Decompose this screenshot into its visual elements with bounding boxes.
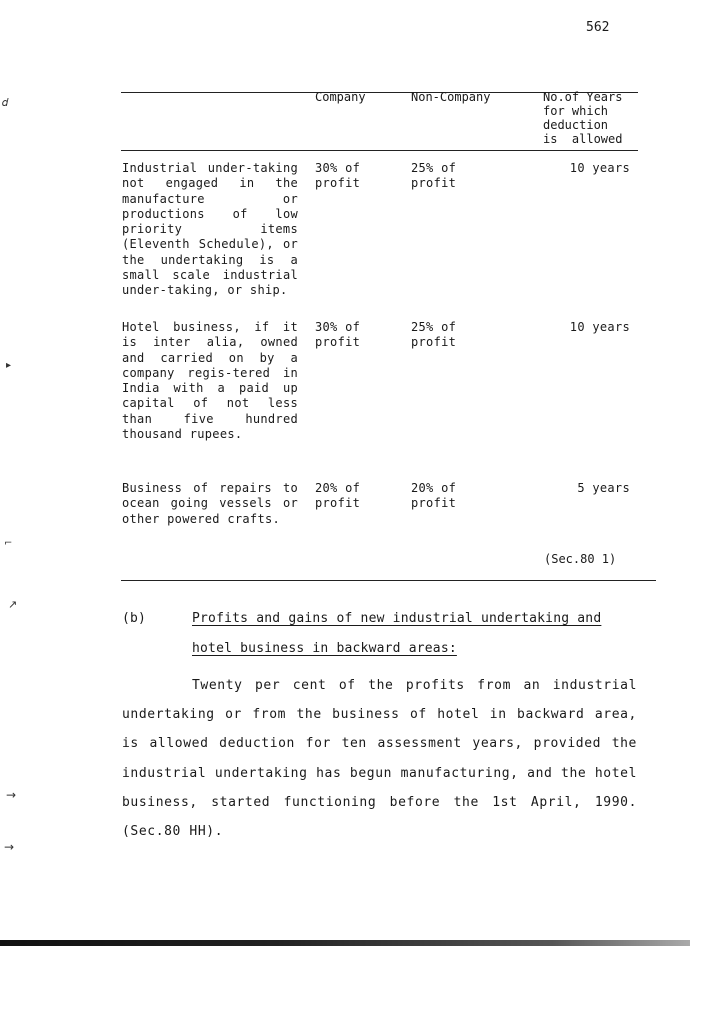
row-3-company-line: profit [315, 496, 361, 511]
page-number: 562 [586, 20, 610, 35]
row-3-non-company-line: 20% of [411, 481, 457, 495]
scan-mark: ↗ [8, 598, 18, 611]
row-3-company-line: 20% of [315, 481, 361, 495]
header-company: Company [315, 90, 366, 104]
scan-mark: ⌐ [4, 538, 13, 549]
row-2-non-company [411, 320, 456, 351]
header-years-line: for which [543, 104, 609, 118]
scan-bottom-edge [0, 940, 690, 946]
row-2-company-line: 30% of [315, 320, 361, 334]
row-3-non-company-line: profit [411, 496, 457, 511]
section-b-heading-line-1: Profits and gains of new industrial undertaking and [192, 611, 602, 626]
section-b-heading-line-2: hotel business in backward areas: [192, 641, 457, 656]
header-years-line: deduction [543, 118, 609, 132]
table-bottom-rule [121, 580, 656, 581]
header-non-company: Non-Company [411, 90, 491, 104]
row-1-years: 10 years [569, 161, 630, 175]
scan-mark: → [6, 788, 17, 802]
row-2-non-company-line: profit [411, 335, 457, 350]
row-1-non-company [411, 161, 456, 192]
row-3-description: Business of repairs to ocean going vessels or other powered crafts. [122, 481, 298, 526]
row-1-description: Industrial under-taking not engaged in the manufacture or productions of low priority items (Eleventh Schedule), or the undertaking is a small scale industrial under-taking, or ship. [122, 161, 298, 298]
header-years [543, 90, 622, 146]
row-3-company [315, 481, 360, 512]
row-3-non-company [411, 481, 456, 512]
table-header-rule [121, 150, 638, 151]
section-b-label: (b) [122, 611, 147, 626]
row-1-non-company-line: 25% of [411, 161, 457, 175]
row-1-company-line: 30% of [315, 161, 361, 175]
section-b-paragraph: Twenty per cent of the profits from an industrial undertaking or from the business of hotel in backward area, is allowed deduction for ten assessment years, provided the industrial undertaking has begun manufacturing, and the hotel business, started functioning before the 1st April, 1990. (Sec.80 HH). [122, 678, 637, 840]
row-2-years: 10 years [569, 320, 630, 334]
row-3-years: 5 years [577, 481, 630, 495]
row-2-non-company-line: 25% of [411, 320, 457, 334]
row-2-description: Hotel business, if it is inter alia, owned and carried on by a company regis-tered in India with a paid up capital of not less than five hundred thousand rupees. [122, 320, 298, 442]
header-years-line: No.of Years [543, 90, 623, 104]
row-1-company [315, 161, 360, 192]
section-reference: (Sec.80 1) [544, 552, 617, 566]
row-1-company-line: profit [315, 176, 361, 191]
scan-mark: 𝑑 [2, 96, 9, 109]
row-2-company [315, 320, 360, 351]
header-years-line: is allowed [543, 132, 623, 146]
scan-mark: → [4, 840, 15, 854]
scan-mark: ▸ [6, 360, 12, 371]
row-2-company-line: profit [315, 335, 361, 350]
row-1-non-company-line: profit [411, 176, 457, 191]
